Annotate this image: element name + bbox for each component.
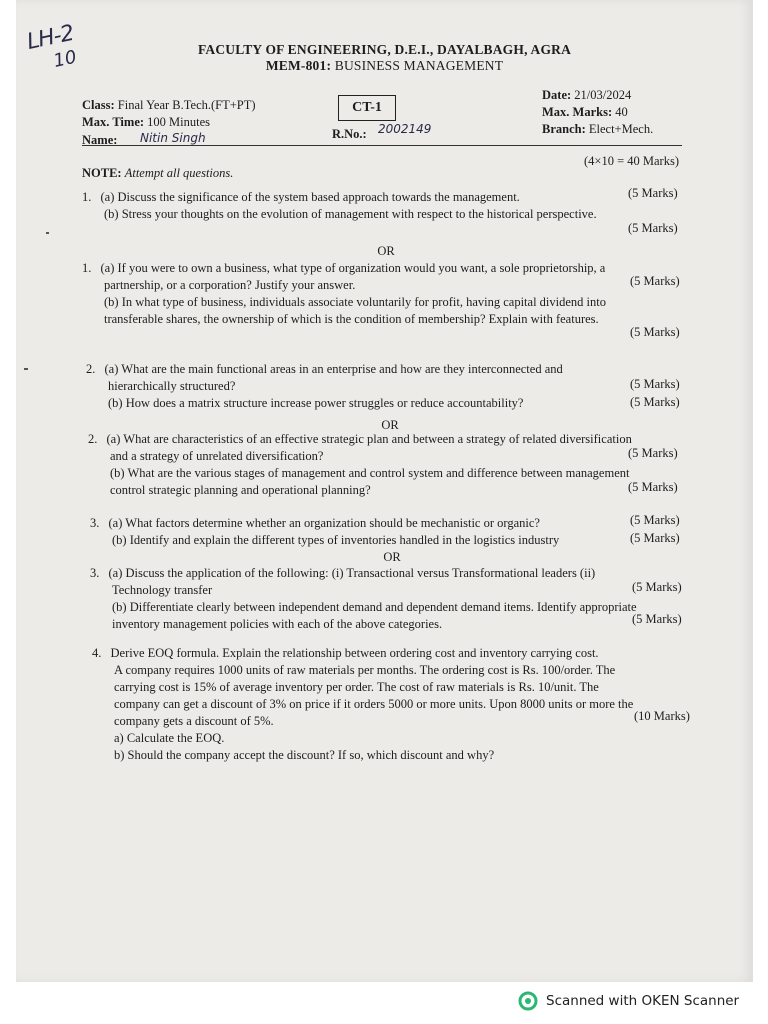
course-title (16, 58, 753, 74)
roll-number: 2002149 (378, 122, 432, 136)
course-name: BUSINESS MANAGEMENT (334, 58, 504, 73)
marks: (5 Marks) (628, 221, 678, 235)
scan-speck (24, 368, 28, 370)
marks: (5 Marks) (628, 480, 678, 494)
question-2-option-a: 2. (a) What are the main functional areas in an enterprise and how are they interconnected and hierarchically structured? (b) How does a matrix structure increase power struggles or reduce accountability? (86, 362, 563, 410)
annotation-bottom: 10 (51, 46, 79, 72)
marks: (5 Marks) (628, 446, 678, 460)
question-3-option-b: 3. (a) Discuss the application of the following: (i) Transactional versus Transformational leaders (ii) Technology transfer (b) Differentiate clearly between independent demand and dependent demand items. Identify appropriate inventory management policies with each of the above categories. (90, 566, 637, 631)
question-2-alt: 2. (a) What are characteristics of an effective strategic plan and between a strategy of related diversification and a strategy of unrelated diversification? (b) What are the various stages of management and control system and difference between management control strategic planning and operational planning? (88, 432, 632, 497)
course-code: MEM-801: (265, 58, 332, 73)
meta-time: Max. Time: 100 Minutes (82, 115, 211, 129)
scanner-watermark (518, 990, 739, 1012)
oken-logo-icon (518, 991, 538, 1011)
meta-rno: R.No.: (332, 127, 367, 141)
marks: (5 Marks) (630, 531, 680, 545)
marks: (5 Marks) (628, 186, 678, 200)
question-4: 4. Derive EOQ formula. Explain the relationship between ordering cost and inventory carrying cost. A company requires 1000 units of raw materials per months. The ordering cost is Rs. 100/order. The carrying cost is 15% of average inventory per order. The cost of raw materials is Rs. 10/unit. The company can get a discount of 3% on price if it orders 5000 or more units. Upon 8000 units or more the company gets a discount of 5%. a) Calculate the EOQ. b) Should the company accept the discount? If so, which discount and why? (92, 646, 634, 762)
header-rule (82, 145, 682, 146)
question-1-option-a: 1. (a) Discuss the significance of the system based approach towards the management. (b) Stress your thoughts on the evolution of management with respect to the historical perspective. (82, 190, 597, 221)
institution-title: FACULTY OF ENGINEERING, D.E.I., DAYALBAGH, AGRA (197, 42, 572, 57)
marks: (5 Marks) (630, 377, 680, 391)
marks: (5 Marks) (630, 513, 680, 527)
meta-name: Name: (82, 133, 118, 147)
meta-class: Class: Final Year B.Tech.(FT+PT) (82, 98, 256, 112)
or-divider: OR (381, 418, 399, 432)
scanner-text: Scanned with OKEN Scanner (546, 993, 740, 1009)
marks: (5 Marks) (630, 395, 680, 409)
meta-date: Date: 21/03/2024 (542, 88, 632, 102)
or-divider: OR (377, 244, 395, 258)
question-3-option-a: 3. (a) What factors determine whether an organization should be mechanistic or organic? (b) Identify and explain the different types of inventories handled in the logistics industry (90, 516, 560, 547)
annotation-top: LH-2 (24, 20, 76, 55)
question-1-option-b: 1. (a) If you were to own a business, what type of organization would you want, a sole proprietorship, a partnership, or a corporation? Justify your answer. (b) In what type of business, individuals associate voluntarily for profit, having capital dividend into transferable shares, the ownership of which is the condition of membership? Explain with features. (82, 261, 606, 326)
student-name: Nitin Singh (140, 131, 206, 145)
marks: (5 Marks) (632, 580, 682, 594)
test-label: CT-1 (338, 95, 396, 121)
marks: (5 Marks) (630, 274, 680, 288)
meta-branch: Branch: Elect+Mech. (542, 122, 654, 136)
or-divider: OR (383, 550, 401, 564)
total-marks: (4×10 = 40 Marks) (584, 154, 679, 168)
meta-marks: Max. Marks: 40 (542, 105, 628, 119)
marks: (5 Marks) (630, 325, 680, 339)
marks: (10 Marks) (634, 709, 690, 723)
marks: (5 Marks) (632, 612, 682, 626)
note: NOTE: Attempt all questions. (82, 166, 234, 180)
exam-paper (16, 0, 753, 982)
scan-speck (46, 232, 49, 234)
